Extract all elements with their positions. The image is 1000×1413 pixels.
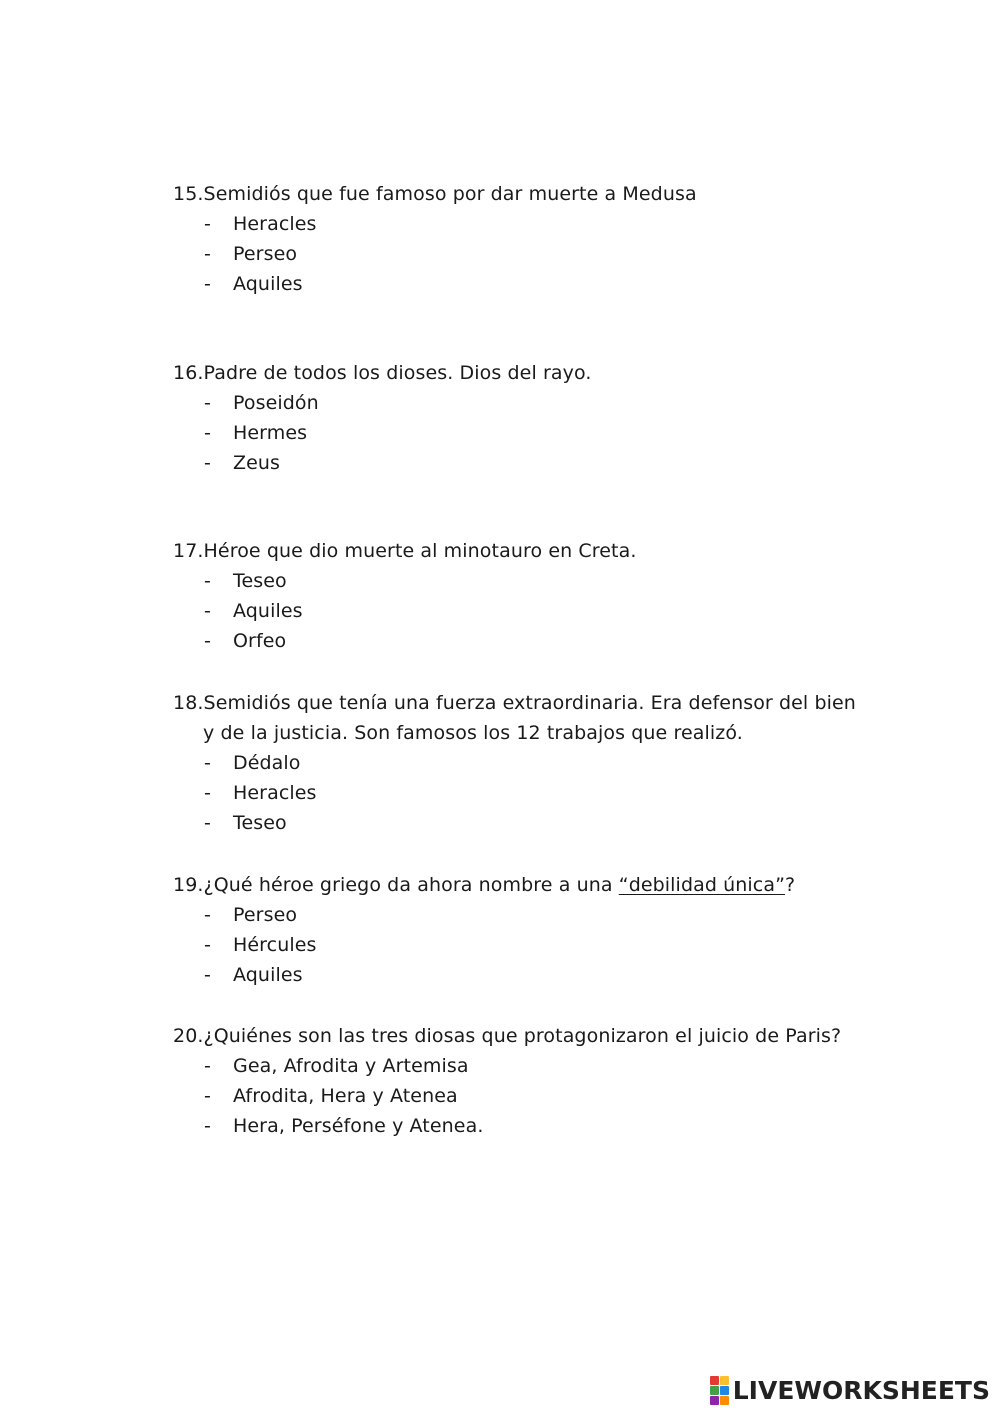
logo-block bbox=[710, 1376, 719, 1385]
option-label: Zeus bbox=[233, 452, 281, 474]
option-dash: - bbox=[204, 570, 211, 592]
question-number: 15. bbox=[173, 183, 204, 205]
option-dash: - bbox=[204, 392, 211, 414]
option-dash: - bbox=[204, 752, 211, 774]
option-dash: - bbox=[204, 213, 211, 235]
option-item[interactable] bbox=[173, 808, 893, 838]
logo-block bbox=[720, 1396, 729, 1405]
option-label: Poseidón bbox=[233, 392, 319, 414]
option-item[interactable] bbox=[173, 269, 873, 299]
question-17 bbox=[173, 536, 873, 656]
option-label: Afrodita, Hera y Atenea bbox=[233, 1085, 458, 1107]
logo-block bbox=[720, 1376, 729, 1385]
option-item[interactable] bbox=[173, 960, 873, 990]
question-text-line-1: Semidiós que tenía una fuerza extraordinaria. Era defensor del bien bbox=[203, 692, 856, 714]
option-dash: - bbox=[204, 964, 211, 986]
options-list bbox=[173, 209, 873, 299]
question-18 bbox=[173, 688, 893, 838]
question-text: Héroe que dio muerte al minotauro en Creta. bbox=[203, 540, 637, 562]
option-dash: - bbox=[204, 1115, 211, 1137]
question-text: ¿Qué héroe griego da ahora nombre a una bbox=[203, 874, 619, 896]
option-label: Heracles bbox=[233, 782, 317, 804]
option-dash: - bbox=[204, 782, 211, 804]
logo-block bbox=[710, 1396, 719, 1405]
option-dash: - bbox=[204, 904, 211, 926]
option-label: Dédalo bbox=[233, 752, 301, 774]
option-item[interactable] bbox=[173, 626, 873, 656]
logo-blocks-icon bbox=[710, 1376, 729, 1405]
options-list bbox=[173, 1051, 873, 1141]
options-list bbox=[173, 566, 873, 656]
option-item[interactable] bbox=[173, 448, 873, 478]
option-item[interactable] bbox=[173, 596, 873, 626]
option-dash: - bbox=[204, 452, 211, 474]
question-number: 20. bbox=[173, 1025, 204, 1047]
question-number: 17. bbox=[173, 540, 204, 562]
option-dash: - bbox=[204, 243, 211, 265]
question-text: Padre de todos los dioses. Dios del rayo. bbox=[203, 362, 592, 384]
option-label: Heracles bbox=[233, 213, 317, 235]
question-16 bbox=[173, 358, 873, 478]
option-label: Aquiles bbox=[233, 273, 303, 295]
liveworksheets-logo bbox=[710, 1375, 990, 1405]
option-label: Perseo bbox=[233, 904, 298, 926]
option-label: Teseo bbox=[233, 570, 287, 592]
option-label: Aquiles bbox=[233, 600, 303, 622]
option-item[interactable] bbox=[173, 239, 873, 269]
options-list bbox=[173, 748, 893, 838]
option-label: Teseo bbox=[233, 812, 287, 834]
option-dash: - bbox=[204, 273, 211, 295]
logo-block bbox=[720, 1386, 729, 1395]
question-19 bbox=[173, 870, 873, 990]
option-dash: - bbox=[204, 1085, 211, 1107]
option-dash: - bbox=[204, 422, 211, 444]
options-list bbox=[173, 388, 873, 478]
question-text-line-2: y de la justicia. Son famosos los 12 trabajos que realizó. bbox=[203, 722, 743, 744]
option-label: Orfeo bbox=[233, 630, 287, 652]
option-label: Hera, Perséfone y Atenea. bbox=[233, 1115, 484, 1137]
option-label: Perseo bbox=[233, 243, 298, 265]
question-number: 16. bbox=[173, 362, 204, 384]
option-label: Aquiles bbox=[233, 964, 303, 986]
option-dash: - bbox=[204, 630, 211, 652]
option-item[interactable] bbox=[173, 1111, 873, 1141]
option-item[interactable] bbox=[173, 566, 873, 596]
option-item[interactable] bbox=[173, 1081, 873, 1111]
option-item[interactable] bbox=[173, 1051, 873, 1081]
option-label: Gea, Afrodita y Artemisa bbox=[233, 1055, 469, 1077]
question-number: 18. bbox=[173, 692, 204, 714]
question-text-underlined: “debilidad única” bbox=[618, 874, 786, 896]
options-list bbox=[173, 900, 873, 990]
question-number: 19. bbox=[173, 874, 204, 896]
option-dash: - bbox=[204, 1055, 211, 1077]
option-dash: - bbox=[204, 934, 211, 956]
question-text-end: ? bbox=[785, 874, 796, 896]
option-label: Hermes bbox=[233, 422, 308, 444]
question-15 bbox=[173, 179, 873, 299]
option-item[interactable] bbox=[173, 418, 873, 448]
logo-brand-text: LIVEWORKSHEETS bbox=[732, 1375, 990, 1405]
question-text: ¿Quiénes son las tres diosas que protagonizaron el juicio de Paris? bbox=[203, 1025, 842, 1047]
option-item[interactable] bbox=[173, 388, 873, 418]
option-item[interactable] bbox=[173, 748, 893, 778]
question-text: Semidiós que fue famoso por dar muerte a Medusa bbox=[203, 183, 697, 205]
option-item[interactable] bbox=[173, 209, 873, 239]
option-dash: - bbox=[204, 600, 211, 622]
question-20 bbox=[173, 1021, 873, 1141]
option-dash: - bbox=[204, 812, 211, 834]
option-item[interactable] bbox=[173, 930, 873, 960]
option-item[interactable] bbox=[173, 900, 873, 930]
option-label: Hércules bbox=[233, 934, 317, 956]
logo-block bbox=[710, 1386, 719, 1395]
option-item[interactable] bbox=[173, 778, 893, 808]
